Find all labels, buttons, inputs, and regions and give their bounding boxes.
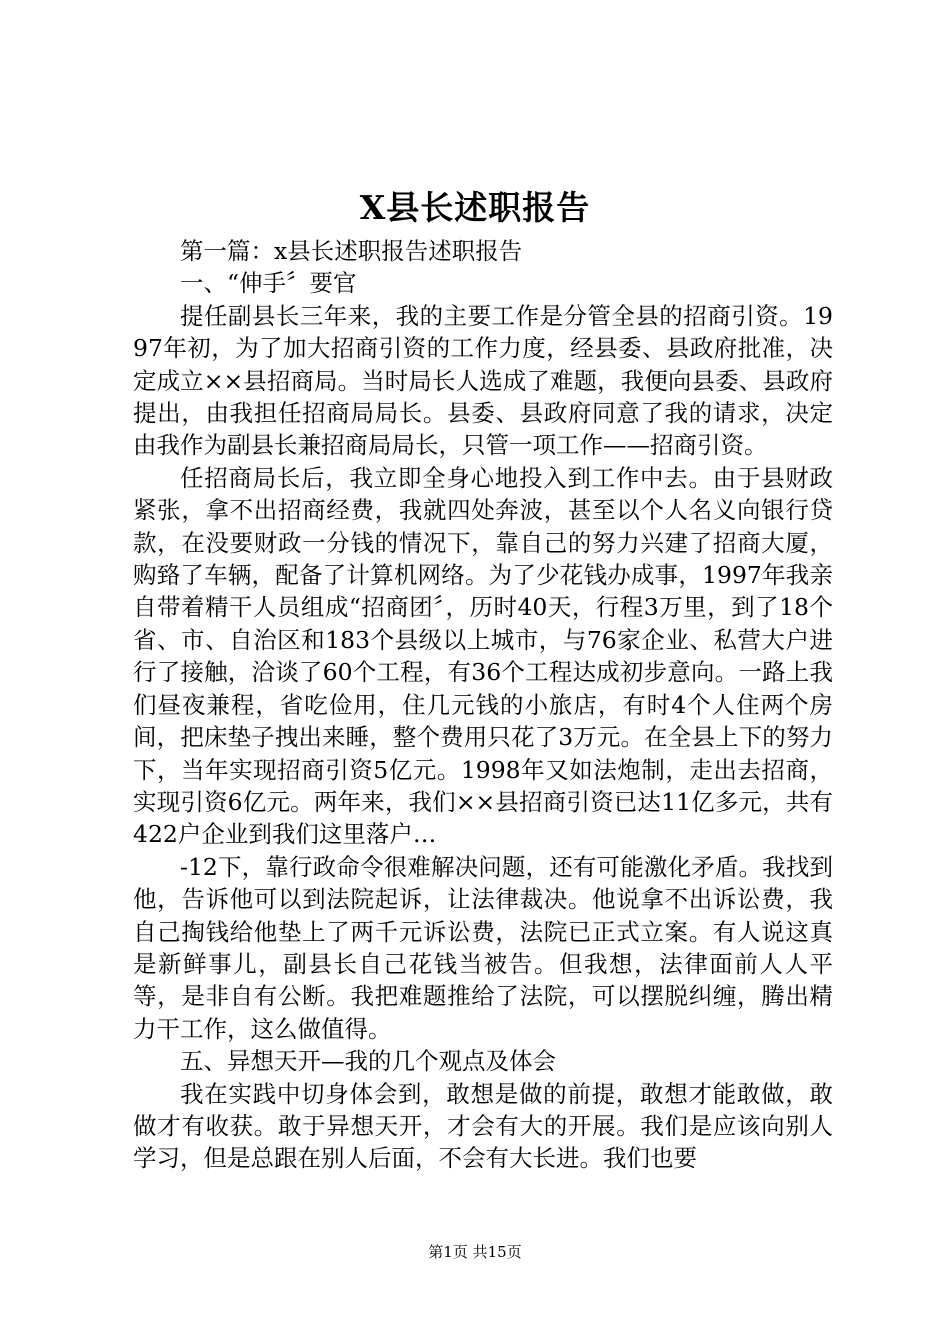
body-paragraph: 我在实践中切身体会到，敢想是做的前提，敢想才能敢做，敢做才有收获。敢于异想天开，才会有大的开展。我们是应该向别人学习，但是总跟在别人后面，不会有大长进。我们也要: [133, 1079, 833, 1173]
body-paragraph: 任招商局长后，我立即全身心地投入到工作中去。由于县财政紧张，拿不出招商经费，我就四处奔波，甚至以个人名义向银行贷款，在没要财政一分钱的情况下，靠自己的努力兴建了招商大厦，购臵了车辆，配备了计算机网络。为了少花钱办成事，1997年我亲自带着精干人员组成“招商团〞，历时40天，行程3万里，到了18个省、市、自治区和183个县级以上城市，与76家企业、私营大户进行了接触，洽谈了60个工程，有36个工程达成初步意向。一路上我们昼夜兼程，省吃俭用，住几元钱的小旅店，有时4个人住两个房间，把床垫子拽出来睡，整个费用只花了3万元。在全县上下的努力下，当年实现招商引资5亿元。1998年又如法炮制，走出去招商，实现引资6亿元。两年来，我们××县招商引资已达11亿多元，共有422户企业到我们这里落户…: [133, 463, 833, 849]
body-paragraph: -12下，靠行政命令很难解决问题，还有可能激化矛盾。我找到他，告诉他可以到法院起诉，让法律裁决。他说拿不出诉讼费，我自己掏钱给他垫上了两千元诉讼费，法院已正式立案。有人说这真是新鲜事儿，副县长自己花钱当被告。但我想，法律面前人人平等，是非自有公断。我把难题推给了法院，可以摆脱纠缠，腾出精力干工作，这么做值得。: [133, 852, 833, 1043]
document-title: X县长述职报告: [359, 188, 591, 227]
subsection-heading: 五、异想天开—我的几个观点及体会: [180, 1047, 556, 1076]
section-heading: 第一篇：x县长述职报告述职报告: [180, 237, 523, 265]
body-paragraph: 提任副县长三年来，我的主要工作是分管全县的招商引资。1997年初，为了加大招商引资的工作力度，经县委、县政府批准，决定成立××县招商局。当时局长人选成了难题，我便向县委、县政府提出，由我担任招商局局长。县委、县政府同意了我的请求，决定由我作为副县长兼招商局局长，只管一项工作——招商引资。: [133, 301, 833, 460]
document-body: [133, 235, 833, 1175]
subsection-heading: 一、“伸手〞要官: [180, 269, 357, 298]
page-number-footer: 第1页 共15页: [428, 1243, 522, 1261]
